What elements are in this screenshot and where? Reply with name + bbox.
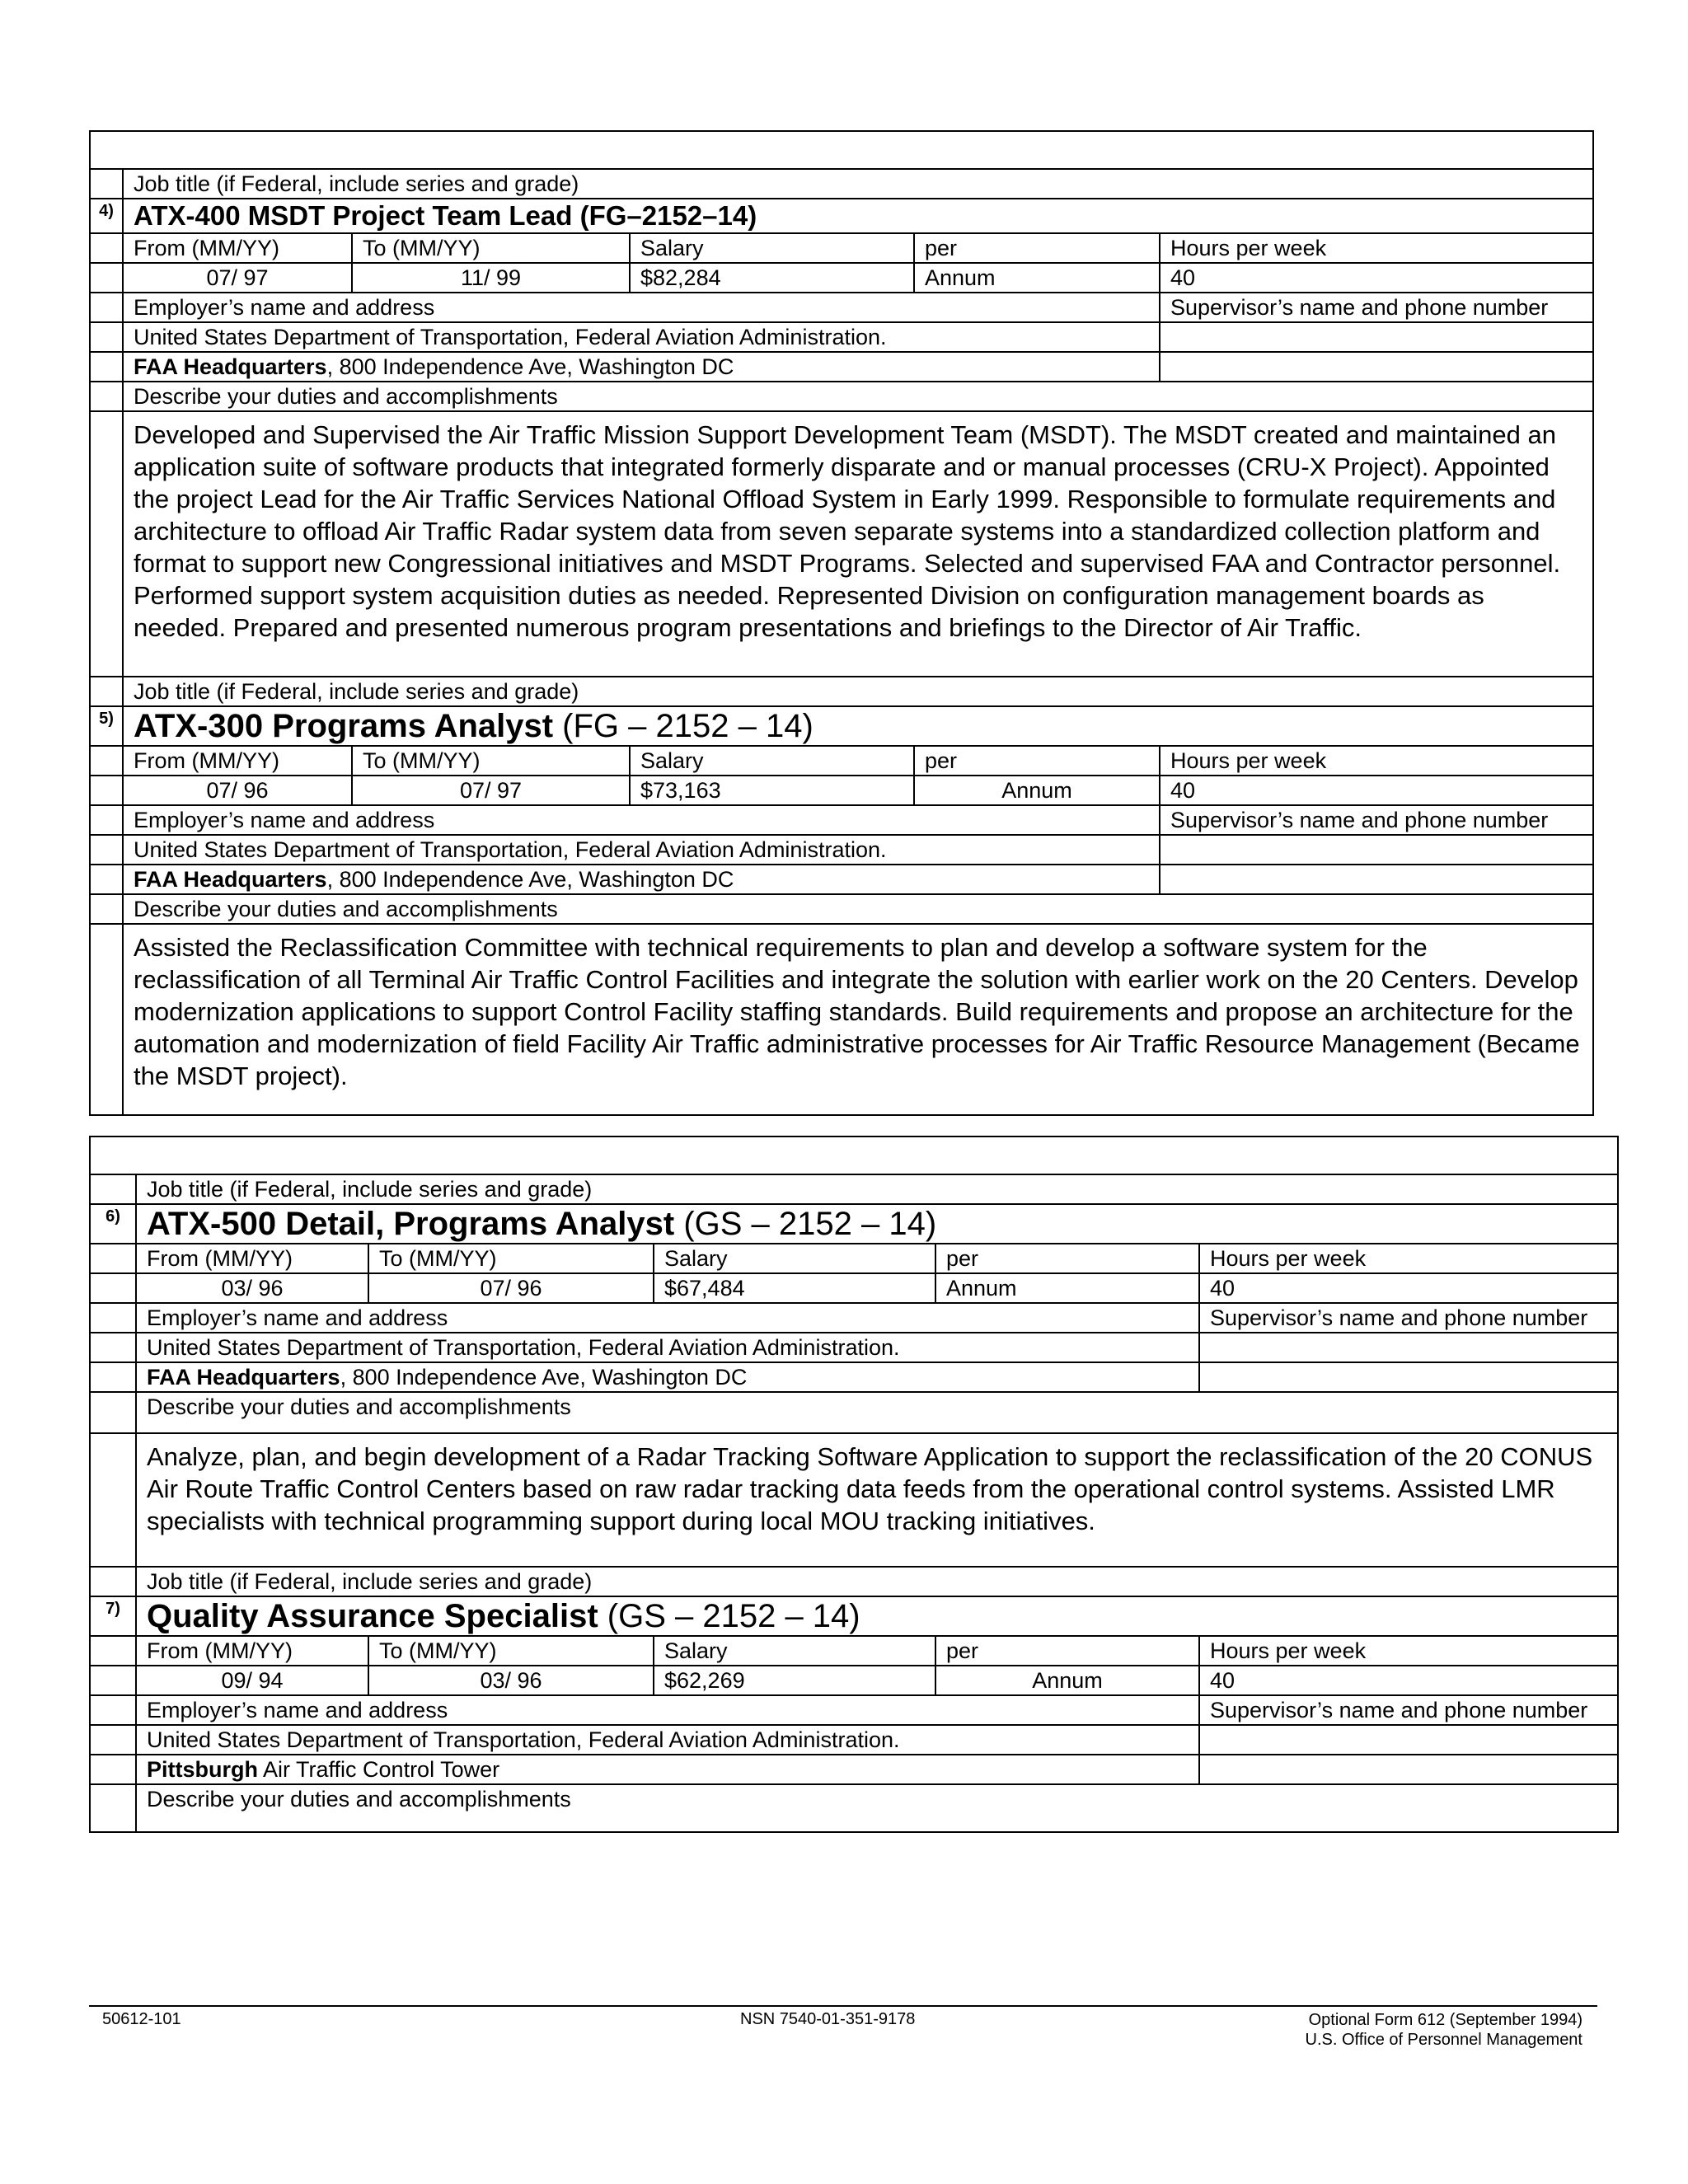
employer-line2[interactable]: FAA Headquarters, 800 Independence Ave, Washington DC: [123, 352, 1160, 382]
supervisor-label: Supervisor’s name and phone number: [1160, 293, 1593, 322]
job-title[interactable]: ATX-400 MSDT Project Team Lead (FG–2152–14): [123, 199, 1593, 233]
hours-value[interactable]: 40: [1199, 1666, 1618, 1695]
duties-text[interactable]: Assisted the Reclassification Committee with technical requirements to plan and develop a software system for the reclassification of all Terminal Air Traffic Control Facilities and integrate the solution with earlier work on the 20 Centers. Develop modernization applications to support Control Facility staffing standards. Build requirements and propose an architecture for the automation and modernization of field Facility Air Traffic administrative processes for Air Traffic Resource Management (Became the MSDT project).: [123, 924, 1593, 1115]
from-label: From (MM/YY): [123, 233, 352, 263]
form-footer: [89, 2005, 1597, 2049]
agency-name: U.S. Office of Personnel Management: [1305, 2031, 1582, 2049]
hours-label: Hours per week: [1199, 1244, 1618, 1273]
supervisor-phone[interactable]: [1199, 1755, 1618, 1784]
supervisor-value[interactable]: [1199, 1725, 1618, 1755]
per-label: per: [914, 746, 1160, 776]
job-number: 5): [90, 706, 123, 746]
salary-label: Salary: [630, 233, 914, 263]
hours-label: Hours per week: [1160, 746, 1593, 776]
supervisor-phone[interactable]: [1160, 352, 1593, 382]
employer-label: Employer’s name and address: [136, 1695, 1199, 1725]
job-title[interactable]: ATX-500 Detail, Programs Analyst (GS – 2152 – 14): [136, 1204, 1618, 1244]
employer-label: Employer’s name and address: [123, 805, 1160, 835]
to-label: To (MM/YY): [352, 746, 630, 776]
per-value[interactable]: Annum: [914, 263, 1160, 293]
employer-line1[interactable]: United States Department of Transportation, Federal Aviation Administration.: [123, 322, 1160, 352]
hours-label: Hours per week: [1199, 1636, 1618, 1666]
to-label: To (MM/YY): [368, 1244, 654, 1273]
supervisor-value[interactable]: [1199, 1333, 1618, 1362]
hours-label: Hours per week: [1160, 233, 1593, 263]
job-title-label: Job title (if Federal, include series and grade): [136, 1567, 1618, 1596]
salary-value[interactable]: $73,163: [630, 776, 914, 805]
job-number: 4): [90, 199, 123, 233]
salary-value[interactable]: $67,484: [654, 1273, 935, 1303]
from-value[interactable]: 03/ 96: [136, 1273, 368, 1303]
supervisor-value[interactable]: [1160, 322, 1593, 352]
job-number: 7): [90, 1596, 136, 1636]
per-label: per: [914, 233, 1160, 263]
employer-line2[interactable]: Pittsburgh Air Traffic Control Tower: [136, 1755, 1199, 1784]
job-number: 6): [90, 1204, 136, 1244]
supervisor-phone[interactable]: [1160, 865, 1593, 894]
hours-value[interactable]: 40: [1160, 263, 1593, 293]
to-label: To (MM/YY): [368, 1636, 654, 1666]
to-label: To (MM/YY): [352, 233, 630, 263]
form-info: [1306, 2010, 1582, 2050]
from-label: From (MM/YY): [123, 746, 352, 776]
duties-label: Describe your duties and accomplishments: [123, 382, 1593, 411]
salary-label: Salary: [630, 746, 914, 776]
job-block-b: [89, 1136, 1617, 1833]
supervisor-value[interactable]: [1160, 835, 1593, 865]
supervisor-label: Supervisor’s name and phone number: [1160, 805, 1593, 835]
to-value[interactable]: 07/ 96: [368, 1273, 654, 1303]
job-title-label: Job title (if Federal, include series and grade): [136, 1174, 1618, 1204]
salary-value[interactable]: $82,284: [630, 263, 914, 293]
employer-label: Employer’s name and address: [123, 293, 1160, 322]
employer-line1[interactable]: United States Department of Transportation, Federal Aviation Administration.: [136, 1333, 1199, 1362]
to-value[interactable]: 03/ 96: [368, 1666, 654, 1695]
jobs-table-a: [89, 130, 1594, 1116]
form-code: 50612-101: [102, 2010, 181, 2028]
job-4: [90, 169, 1593, 199]
to-value[interactable]: 11/ 99: [352, 263, 630, 293]
salary-value[interactable]: $62,269: [654, 1666, 935, 1695]
job-title-label: Job title (if Federal, include series and grade): [123, 677, 1593, 706]
hours-value[interactable]: 40: [1160, 776, 1593, 805]
job-title-label: Job title (if Federal, include series and grade): [123, 169, 1593, 199]
per-label: per: [935, 1244, 1199, 1273]
supervisor-label: Supervisor’s name and phone number: [1199, 1303, 1618, 1333]
salary-label: Salary: [654, 1636, 935, 1666]
employer-line2[interactable]: FAA Headquarters, 800 Independence Ave, Washington DC: [123, 865, 1160, 894]
salary-label: Salary: [654, 1244, 935, 1273]
job-5: [90, 677, 1593, 706]
per-label: per: [935, 1636, 1199, 1666]
nsn-number: NSN 7540-01-351-9178: [740, 2010, 916, 2028]
from-value[interactable]: 07/ 97: [123, 263, 352, 293]
jobs-table-b: [89, 1136, 1619, 1833]
per-value[interactable]: Annum: [914, 776, 1160, 805]
duties-text[interactable]: Developed and Supervised the Air Traffic Mission Support Development Team (MSDT). The MSDT created and maintained an application suite of software products that integrated formerly disparate and or manual processes (CRU-X Project). Appointed the project Lead for the Air Traffic Services National Offload System in Early 1999. Responsible to formulate requirements and architecture to offload Air Traffic Radar system data from seven separate systems into a standardized collection platform and format to support new Congressional initiatives and MSDT Programs. Selected and supervised FAA and Contractor personnel. Performed support system acquisition duties as needed. Represented Division on configuration management boards as needed. Prepared and presented numerous program presentations and briefings to the Director of Air Traffic.: [123, 411, 1593, 677]
job-7: [90, 1567, 1618, 1596]
employer-line1[interactable]: United States Department of Transportation, Federal Aviation Administration.: [136, 1725, 1199, 1755]
per-value[interactable]: Annum: [935, 1666, 1199, 1695]
blank-header-row: [90, 131, 1593, 169]
duties-text[interactable]: Analyze, plan, and begin development of a Radar Tracking Software Application to support the reclassification of the 20 CONUS Air Route Traffic Control Centers based on raw radar tracking data feeds from the operational control systems. Assisted LMR specialists with technical programming support during local MOU tracking initiatives.: [136, 1433, 1618, 1567]
employer-line2[interactable]: FAA Headquarters, 800 Independence Ave, Washington DC: [136, 1362, 1199, 1392]
hours-value[interactable]: 40: [1199, 1273, 1618, 1303]
job-block-a: [89, 130, 1592, 1116]
to-value[interactable]: 07/ 97: [352, 776, 630, 805]
from-value[interactable]: 09/ 94: [136, 1666, 368, 1695]
supervisor-label: Supervisor’s name and phone number: [1199, 1695, 1618, 1725]
supervisor-phone[interactable]: [1199, 1362, 1618, 1392]
from-label: From (MM/YY): [136, 1244, 368, 1273]
duties-label: Describe your duties and accomplishments: [136, 1784, 1618, 1832]
job-title[interactable]: ATX-300 Programs Analyst (FG – 2152 – 14): [123, 706, 1593, 746]
employer-label: Employer’s name and address: [136, 1303, 1199, 1333]
per-value[interactable]: Annum: [935, 1273, 1199, 1303]
job-6: [90, 1174, 1618, 1204]
from-label: From (MM/YY): [136, 1636, 368, 1666]
blank-header-row: [90, 1137, 1618, 1174]
duties-label: Describe your duties and accomplishments: [123, 894, 1593, 924]
employer-line1[interactable]: United States Department of Transportation, Federal Aviation Administration.: [123, 835, 1160, 865]
duties-label: Describe your duties and accomplishments: [136, 1392, 1618, 1433]
from-value[interactable]: 07/ 96: [123, 776, 352, 805]
job-title[interactable]: Quality Assurance Specialist (GS – 2152 – 14): [136, 1596, 1618, 1636]
form-name: Optional Form 612 (September 1994): [1308, 2011, 1582, 2029]
